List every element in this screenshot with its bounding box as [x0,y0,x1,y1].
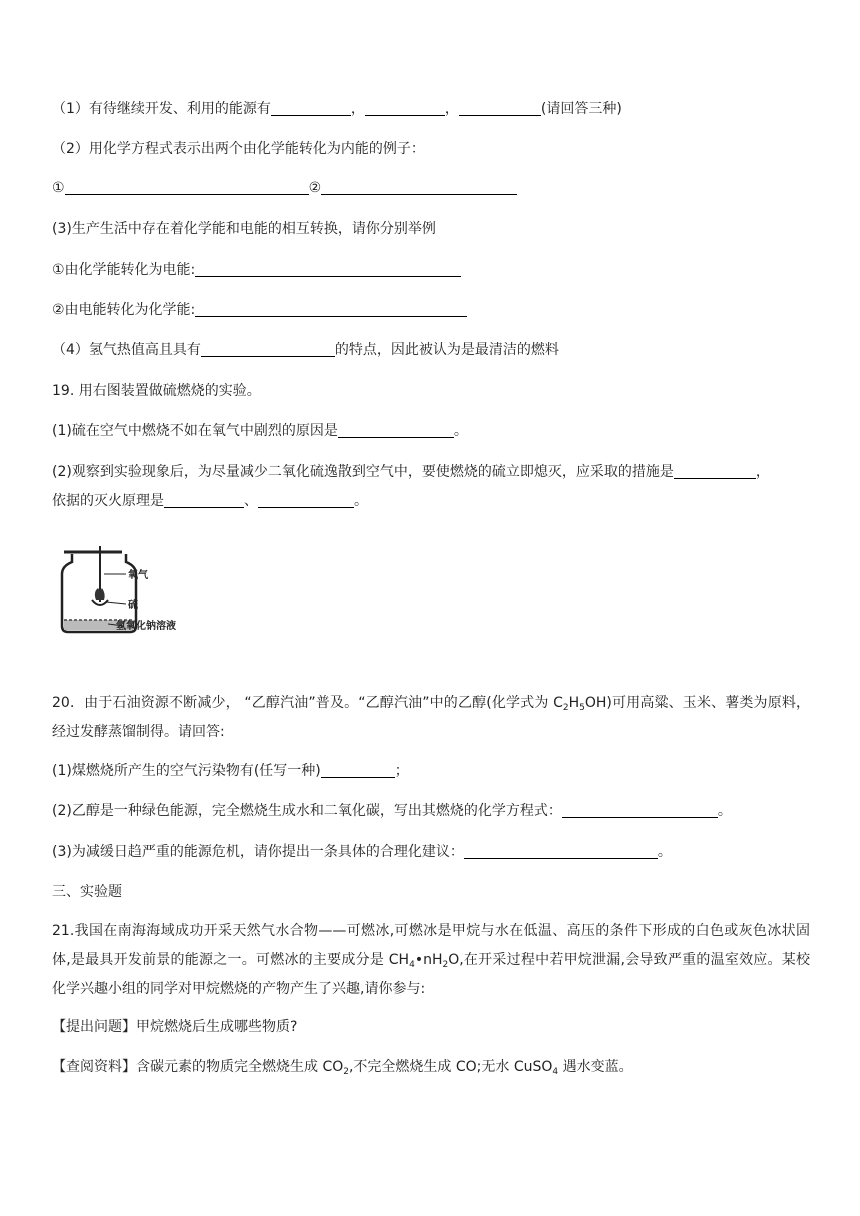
q21-question: 【提出问题】甲烷燃烧后生成哪些物质? [52,1019,298,1035]
q18-part4: （4）氢气热值高且具有 的特点，因此被认为是最清洁的燃料 [52,342,559,358]
answer-blank[interactable] [338,421,454,438]
answer-blank[interactable] [562,801,718,818]
answer-blank[interactable] [459,99,541,116]
section-title: 三、实验题 [52,884,122,900]
answer-blank[interactable] [271,99,351,116]
answer-blank[interactable] [321,178,517,195]
answer-blank[interactable] [65,178,309,195]
answer-blank[interactable] [195,300,467,317]
answer-blank[interactable] [464,842,658,859]
figure-label-solution: 氢氧化钠溶液 [116,621,176,632]
q19-title: 19. 用右图装置做硫燃烧的实验。 [52,383,261,399]
q18-part2: （2）用化学方程式表示出两个由化学能转化为内能的例子： [52,141,425,157]
answer-blank[interactable] [258,491,354,508]
q20-part2: (2)乙醇是一种绿色能源，完全燃烧生成水和二氧化碳，写出其燃烧的化学方程式： 。 [52,803,732,819]
answer-blank[interactable] [201,340,335,357]
q21-intro: 21.我国在南海海域成功开采天然气水合物——可燃冰,可燃冰是甲烷与水在低温、高压的条件下形成的白色或灰色冰状固体,是最具开发前景的能源之一。可燃冰的主要成分是 $CH_4•nH_2O$,在开采过程中若甲烷泄漏,会导致严重的温室效应。某校化学兴趣小组的同学对甲烷燃烧的产物产生了兴趣,请你参与: [52,923,811,997]
q19-part1: (1)硫在空气中燃烧不如在氧气中剧烈的原因是 。 [52,423,468,439]
q18-part3: (3)生产生活中存在着化学能和电能的相互转换，请你分别举例 [52,221,436,237]
q20-intro: 20．由于石油资源不断减少， “乙醇汽油”普及。“乙醇汽油”中的乙醇(化学式为 $C_2H_5OH$)可用高粱、玉米、薯类为原料，经过发酵蒸馏制得。请回答: [52,695,811,740]
q18-part3b: ②由电能转化为化学能: [52,299,467,321]
q19-part2: (2)观察到实验现象后，为尽量减少二氧化硫逸散到空气中，要使燃烧的硫立即熄灭，应采取的措施是 ， [52,464,770,480]
q20-part3: (3)为减缓日趋严重的能源危机，请你提出一条具体的合理化建议： 。 [52,844,672,860]
figure-label-sulfur: 硫 [128,600,138,611]
answer-blank[interactable] [674,462,756,479]
q18-part2-answers: ① ② [52,177,517,199]
q18-part3a: ①由化学能转化为电能: [52,259,461,281]
answer-blank[interactable] [365,99,445,116]
q19-part2-line2: 依据的灭火原理是 、 。 [52,493,368,509]
figure-label-oxygen: 氧气 [128,570,148,581]
q20-part1: (1)煤燃烧所产生的空气污染物有(任写一种) ； [52,763,409,779]
gas-jar-figure [58,544,198,638]
q21-info: 【查阅资料】含碳元素的物质完全燃烧生成 $CO_2$,不完全燃烧生成 CO;无水 CuSO$_4$ 遇水变蓝。 [52,1059,633,1077]
answer-blank[interactable] [321,761,395,778]
q18-part1: （1）有待继续开发、利用的能源有 ， ， (请回答三种) [52,101,622,117]
answer-blank[interactable] [164,491,244,508]
answer-blank[interactable] [195,260,461,277]
